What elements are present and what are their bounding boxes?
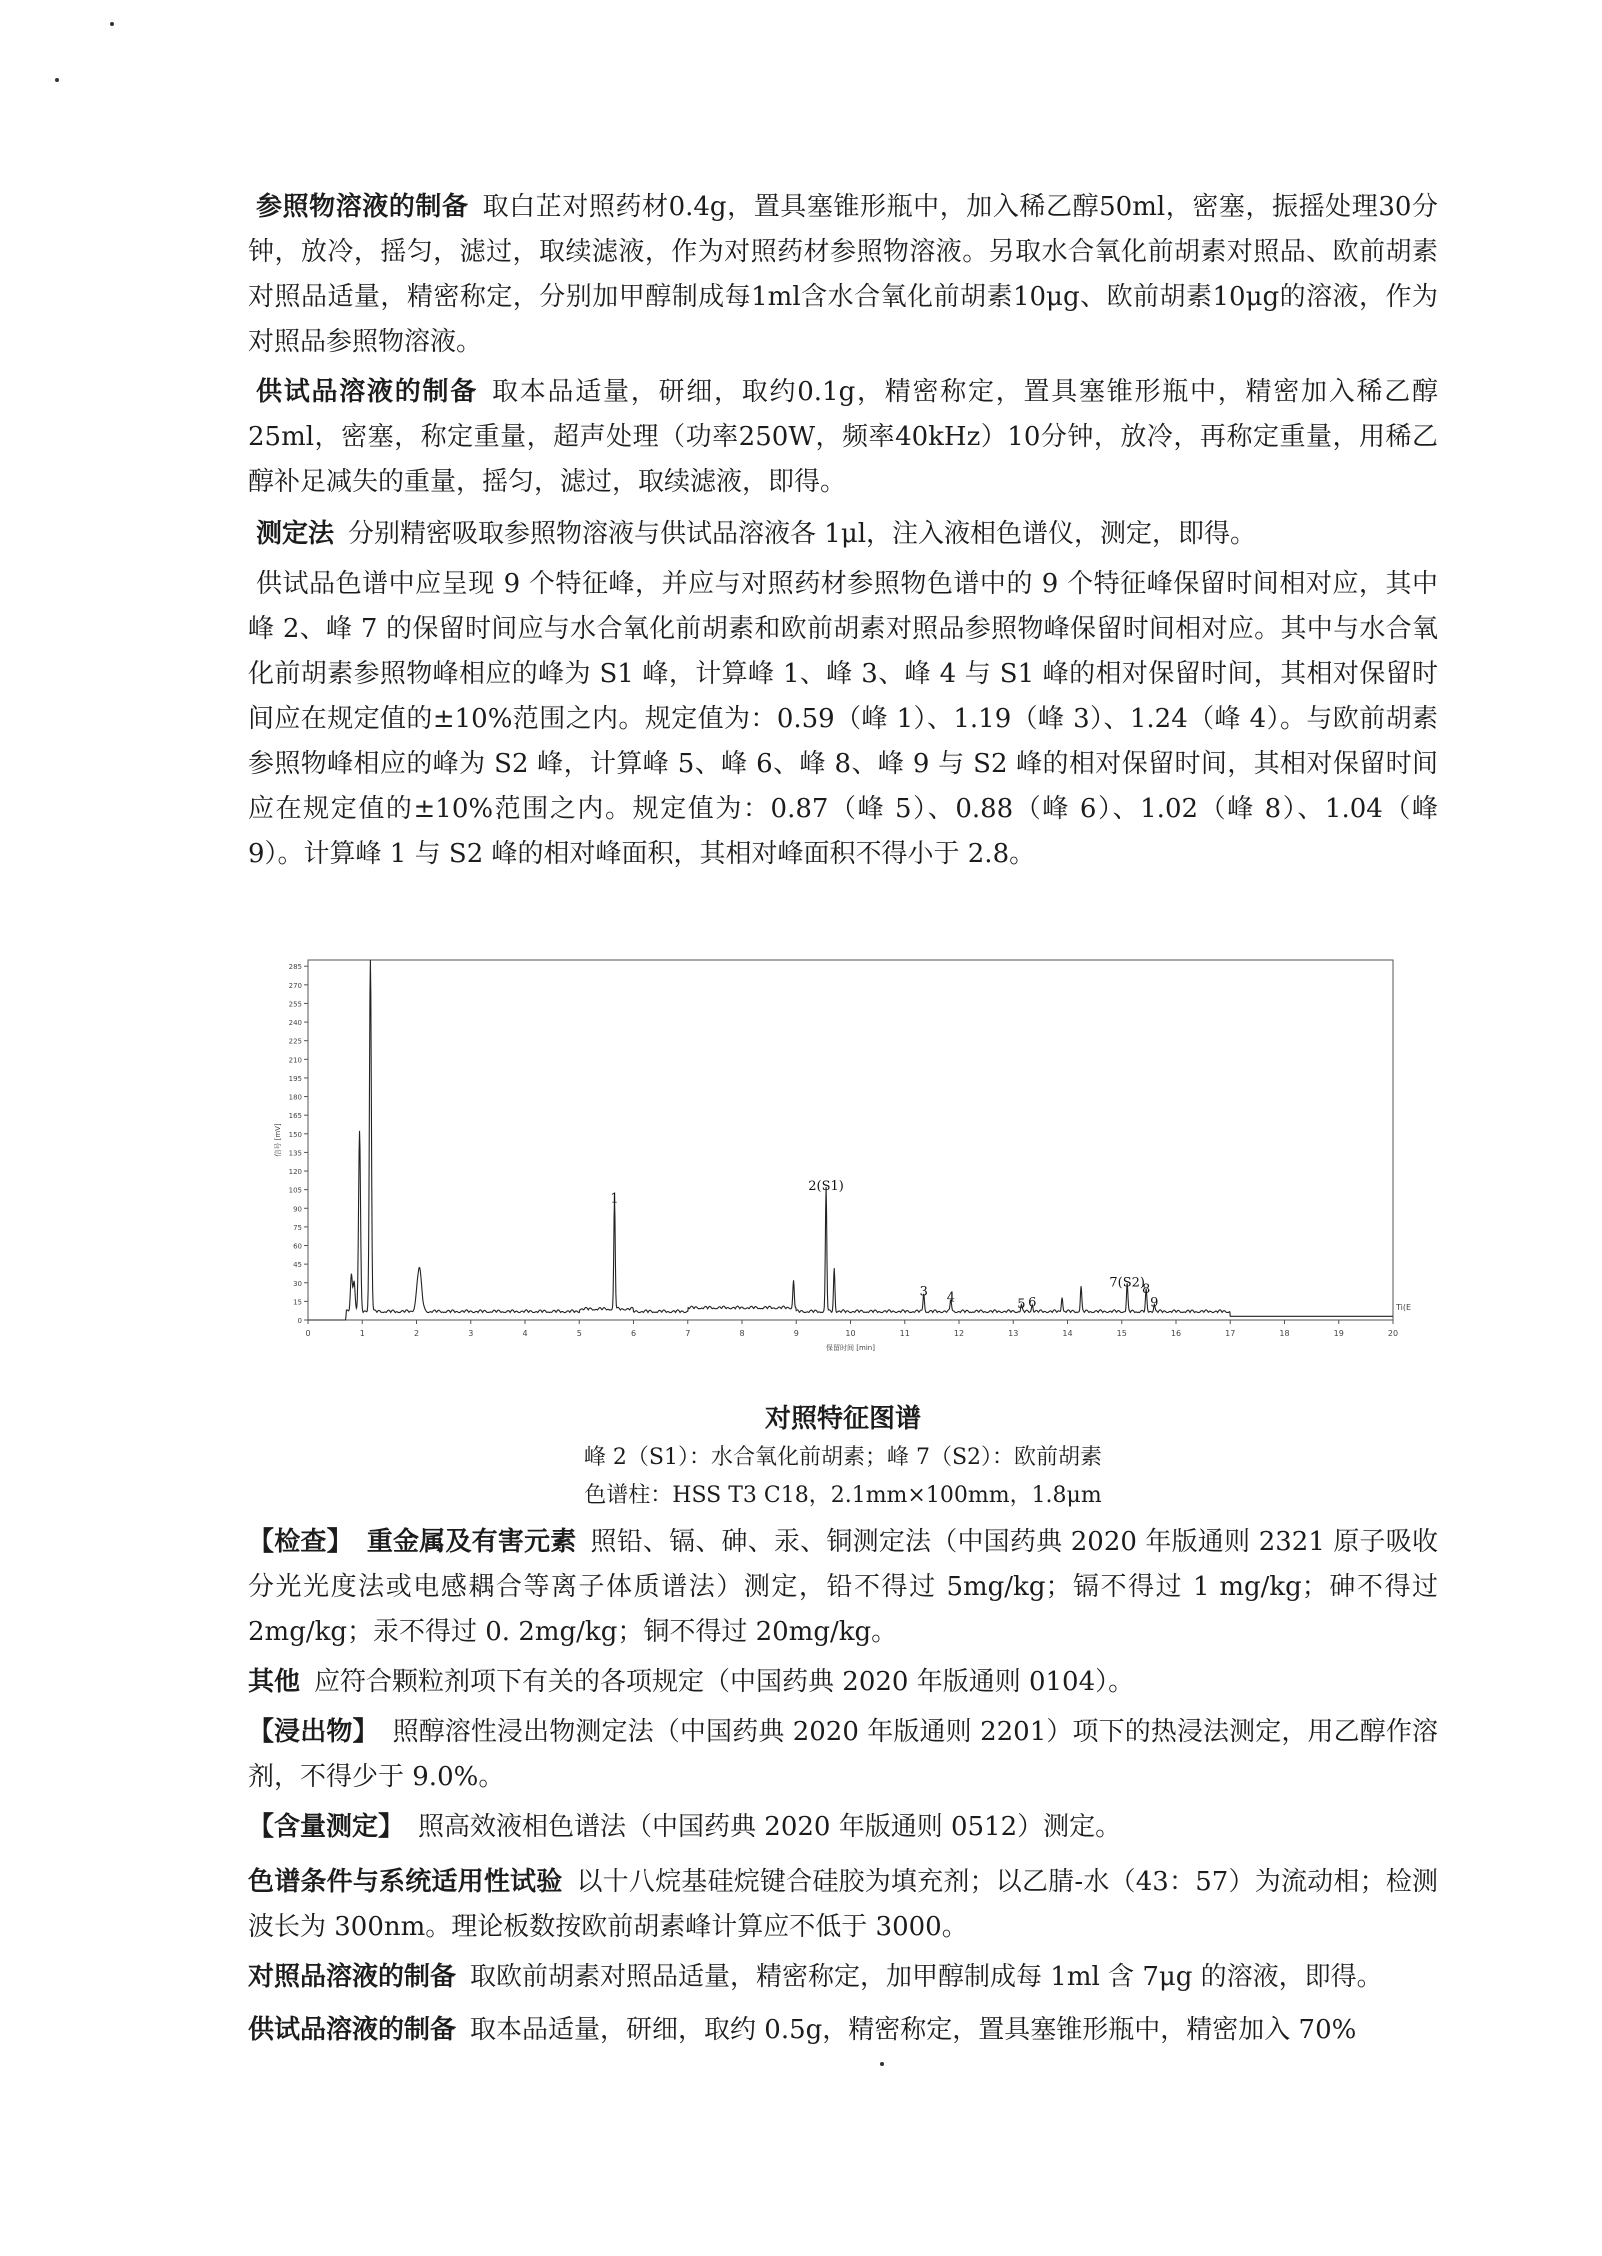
paragraph-test-solution [248, 370, 1438, 505]
x-tick-label: 10 [845, 1329, 856, 1338]
scan-speck [110, 22, 114, 26]
paragraph-inspection [248, 1520, 1438, 1655]
x-tick-label: 6 [630, 1329, 637, 1338]
section-text: 以十八烷基硅烷键合硅胶为填充剂；以乙腈-水（43：57）为流动相；检测波长为 300nm。理论板数按欧前胡素峰计算应不低于 3000。 [248, 1867, 1438, 1942]
x-tick-label: 4 [522, 1329, 528, 1338]
chromatogram-chart [268, 945, 1438, 1355]
x-tick-label: 14 [1062, 1329, 1073, 1338]
y-axis-label: 信号 [mV] [274, 1123, 282, 1157]
section-text: 供试品色谱中应呈现 9 个特征峰，并应与对照药材参照物色谱中的 9 个特征峰保留时间相对应，其中峰 2、峰 7 的保留时间应与水合氧化前胡素和欧前胡素对照品参照物峰保留时间相对应。其中与水合氧化前胡素参照物峰相应的峰为 S1 峰，计算峰 1、峰 3、峰 4 与 S1 峰的相对保留时间，其相对保留时间应在规定值的±10%范围之内。规定值为：0.59（峰 1）、1.19（峰 3）、1.24（峰 4）。与欧前胡素参照物峰相应的峰为 S2 峰，计算峰 5、峰 6、峰 8、峰 9 与 S2 峰的相对保留时间，其相对保留时间应在规定值的±10%范围之内。规定值为：0.87（峰 5）、0.88（峰 6）、1.02（峰 8）、1.04（峰 9）。计算峰 1 与 S2 峰的相对峰面积，其相对峰面积不得小于 2.8。 [248, 569, 1438, 869]
x-tick-label: 9 [793, 1329, 799, 1338]
figure-title: 对照特征图谱 [764, 1404, 921, 1434]
x-tick-label: 5 [576, 1329, 582, 1338]
x-tick-label: 20 [1387, 1329, 1399, 1338]
section-heading: 【含量测定】 [248, 1812, 405, 1842]
section-text: 取欧前胡素对照品适量，精密称定，加甲醇制成每 1ml 含 7μg 的溶液，即得。 [470, 1962, 1383, 1992]
paragraph-criteria [248, 562, 1438, 877]
section-subheading: 重金属及有害元素 [366, 1527, 577, 1557]
peak-label: 4 [946, 1290, 956, 1306]
x-tick-label: 18 [1279, 1329, 1290, 1338]
x-tick-label: 0 [305, 1329, 311, 1338]
section-heading: 测定法 [256, 519, 335, 549]
x-tick-label: 15 [1116, 1329, 1127, 1338]
peak-label: 3 [919, 1284, 928, 1300]
section-text: 取白芷对照药材0.4g，置具塞锥形瓶中，加入稀乙醇50ml，密塞，振摇处理30分钟，放冷，摇匀，滤过，取续滤液，作为对照药材参照物溶液。另取水合氧化前胡素对照品、欧前胡素对照品适量，精密称定，分别加甲醇制成每1ml含水合氧化前胡素10μg、欧前胡素10μg的溶液，作为对照品参照物溶液。 [248, 192, 1438, 357]
y-tick-label: 180 [288, 1093, 302, 1102]
section-heading: 色谱条件与系统适用性试验 [248, 1867, 563, 1897]
paragraph-assay [248, 1805, 1438, 1850]
section-heading: 【浸出物】 [248, 1717, 379, 1747]
x-tick-label: 12 [953, 1329, 965, 1338]
y-tick-label: 150 [288, 1130, 302, 1139]
peak-label: 7(S2) [1109, 1275, 1145, 1291]
x-tick-label: 13 [1008, 1329, 1019, 1338]
x-tick-label: 7 [685, 1329, 691, 1338]
section-text: 分别精密吸取参照物溶液与供试品溶液各 1μl，注入液相色谱仪，测定，即得。 [348, 519, 1257, 549]
paragraph-test-preparation [248, 2008, 1438, 2053]
y-tick-label: 210 [288, 1056, 302, 1065]
y-tick-label: 60 [293, 1242, 302, 1251]
peak-label: 9 [1150, 1295, 1159, 1311]
section-text: 应符合颗粒剂项下有关的各项规定（中国药典 2020 年版通则 0104）。 [314, 1667, 1135, 1697]
section-text: 取本品适量，研细，取约0.1g，精密称定，置具塞锥形瓶中，精密加入稀乙醇25ml，密塞，称定重量，超声处理（功率250W，频率40kHz）10分钟，放冷，再称定重量，用稀乙醇补足减失的重量，摇匀，滤过，取续滤液，即得。 [248, 377, 1438, 497]
end-marker: Ti(E [1396, 1303, 1412, 1313]
y-tick-label: 45 [293, 1261, 302, 1270]
y-tick-label: 285 [288, 963, 302, 972]
paragraph-method [248, 512, 1438, 557]
paragraph-reference-preparation [248, 1955, 1438, 2000]
x-tick-label: 16 [1170, 1329, 1182, 1338]
scan-speck [880, 2062, 884, 2066]
y-tick-label: 120 [288, 1168, 302, 1177]
x-tick-label: 8 [739, 1329, 745, 1338]
figure-caption-line1: 峰 2（S1）：水合氧化前胡素；峰 7（S2）：欧前胡素 [583, 1445, 1103, 1470]
x-tick-label: 1 [359, 1329, 365, 1338]
y-tick-label: 75 [293, 1223, 302, 1232]
x-tick-label: 17 [1225, 1329, 1236, 1338]
y-tick-label: 225 [288, 1037, 302, 1046]
section-text: 照醇溶性浸出物测定法（中国药典 2020 年版通则 2201）项下的热浸法测定，用乙醇作溶剂，不得少于 9.0%。 [248, 1717, 1438, 1792]
y-tick-label: 255 [288, 1000, 302, 1009]
peak-label: 8 [1142, 1281, 1151, 1297]
paragraph-other [248, 1660, 1438, 1705]
y-tick-label: 195 [288, 1074, 302, 1083]
y-tick-label: 240 [288, 1019, 302, 1028]
section-text: 取本品适量，研细，取约 0.5g，精密称定，置具塞锥形瓶中，精密加入 70% [470, 2015, 1357, 2045]
y-tick-label: 105 [288, 1186, 302, 1195]
section-text: 照铅、镉、砷、汞、铜测定法（中国药典 2020 年版通则 2321 原子吸收分光光度法或电感耦合等离子体质谱法）测定，铅不得过 5mg/kg；镉不得过 1 mg/kg；砷不得过 2mg/kg；汞不得过 0. 2mg/kg；铜不得过 20mg/kg。 [248, 1527, 1438, 1647]
section-text: 照高效液相色谱法（中国药典 2020 年版通则 0512）测定。 [418, 1812, 1122, 1842]
y-tick-label: 270 [288, 981, 302, 990]
y-tick-label: 0 [297, 1317, 302, 1325]
paragraph-extract [248, 1710, 1438, 1800]
peak-label: 1 [610, 1191, 619, 1207]
paragraph-reference-solution [248, 185, 1438, 365]
y-tick-label: 30 [293, 1279, 302, 1288]
section-heading: 【检查】 [248, 1527, 353, 1557]
figure-caption-line2: 色谱柱：HSS T3 C18，2.1mm×100mm，1.8μm [584, 1483, 1102, 1508]
x-tick-label: 11 [899, 1329, 910, 1338]
y-tick-label: 15 [293, 1298, 302, 1307]
y-tick-label: 135 [288, 1149, 302, 1158]
section-heading: 对照品溶液的制备 [248, 1962, 457, 1992]
peak-label: 5 [1017, 1296, 1026, 1312]
scan-speck [55, 78, 59, 82]
y-tick-label: 165 [288, 1112, 302, 1121]
section-heading: 参照物溶液的制备 [256, 192, 469, 222]
x-tick-label: 19 [1333, 1329, 1344, 1338]
y-tick-label: 90 [293, 1205, 302, 1214]
x-tick-label: 3 [468, 1329, 474, 1338]
x-tick-label: 2 [413, 1329, 420, 1338]
peak-label: 6 [1028, 1295, 1037, 1311]
x-axis-label: 保留时间 [min] [826, 1344, 875, 1352]
paragraph-chromatographic-conditions [248, 1860, 1438, 1950]
section-heading: 供试品溶液的制备 [248, 2015, 457, 2045]
section-heading: 其他 [248, 1667, 301, 1697]
section-heading: 供试品溶液的制备 [256, 377, 478, 407]
peak-label: 2(S1) [808, 1178, 844, 1194]
